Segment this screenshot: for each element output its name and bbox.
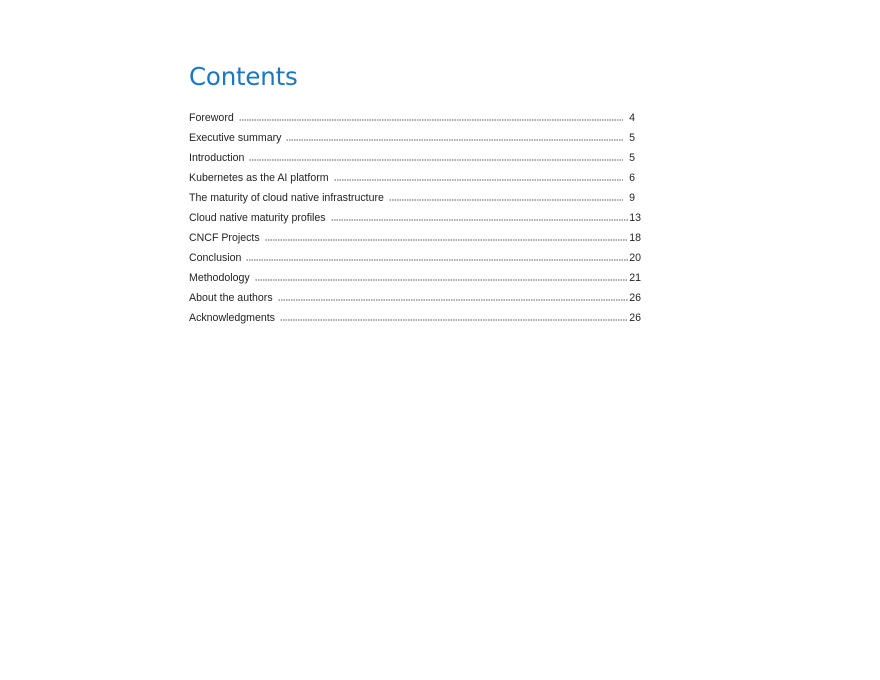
dot-leader [334, 179, 623, 181]
toc-entry-label: Acknowledgments [189, 312, 275, 324]
toc-entry-page-number: 6 [629, 172, 635, 184]
dot-leader [286, 139, 623, 141]
toc-entry-label: About the authors [189, 292, 273, 304]
dot-leader [278, 299, 628, 301]
dot-leader [249, 159, 623, 161]
page-title: Contents [189, 62, 298, 91]
toc-entry-page-number: 5 [629, 132, 635, 144]
toc-entry-label: Methodology [189, 272, 250, 284]
dot-leader [389, 199, 623, 201]
toc-entry-page-number: 18 [629, 232, 641, 244]
toc-entry-methodology[interactable] [189, 270, 641, 290]
toc-entry-acknowledgments[interactable] [189, 310, 641, 330]
toc-entry-page-number: 5 [629, 152, 635, 164]
toc-entry-page-number: 20 [629, 252, 641, 264]
dot-leader [331, 219, 628, 221]
dot-leader [280, 319, 628, 321]
toc-entry-about-authors[interactable] [189, 290, 641, 310]
dot-leader [239, 119, 623, 121]
toc-entry-page-number: 21 [629, 272, 641, 284]
toc-entry-label: The maturity of cloud native infrastructure [189, 192, 384, 204]
toc-entry-page-number: 13 [629, 212, 641, 224]
dot-leader [255, 279, 628, 281]
toc-entry-label: Foreword [189, 112, 234, 124]
toc-entry-introduction[interactable] [189, 150, 641, 170]
toc-entry-kubernetes-ai-platform[interactable] [189, 170, 641, 190]
toc-entry-label: Kubernetes as the AI platform [189, 172, 329, 184]
toc-entry-conclusion[interactable] [189, 250, 641, 270]
dot-leader [265, 239, 628, 241]
toc-entry-page-number: 9 [629, 192, 635, 204]
toc-entry-foreword[interactable] [189, 110, 641, 130]
table-of-contents [189, 110, 641, 330]
toc-entry-page-number: 26 [629, 292, 641, 304]
toc-entry-label: Conclusion [189, 252, 242, 264]
toc-entry-page-number: 4 [629, 112, 635, 124]
dot-leader [246, 259, 628, 261]
toc-entry-cncf-projects[interactable] [189, 230, 641, 250]
toc-entry-label: CNCF Projects [189, 232, 260, 244]
toc-entry-maturity-infrastructure[interactable] [189, 190, 641, 210]
toc-entry-executive-summary[interactable] [189, 130, 641, 150]
toc-entry-label: Cloud native maturity profiles [189, 212, 326, 224]
toc-entry-maturity-profiles[interactable] [189, 210, 641, 230]
toc-entry-label: Introduction [189, 152, 245, 164]
toc-entry-page-number: 26 [629, 312, 641, 324]
toc-entry-label: Executive summary [189, 132, 282, 144]
